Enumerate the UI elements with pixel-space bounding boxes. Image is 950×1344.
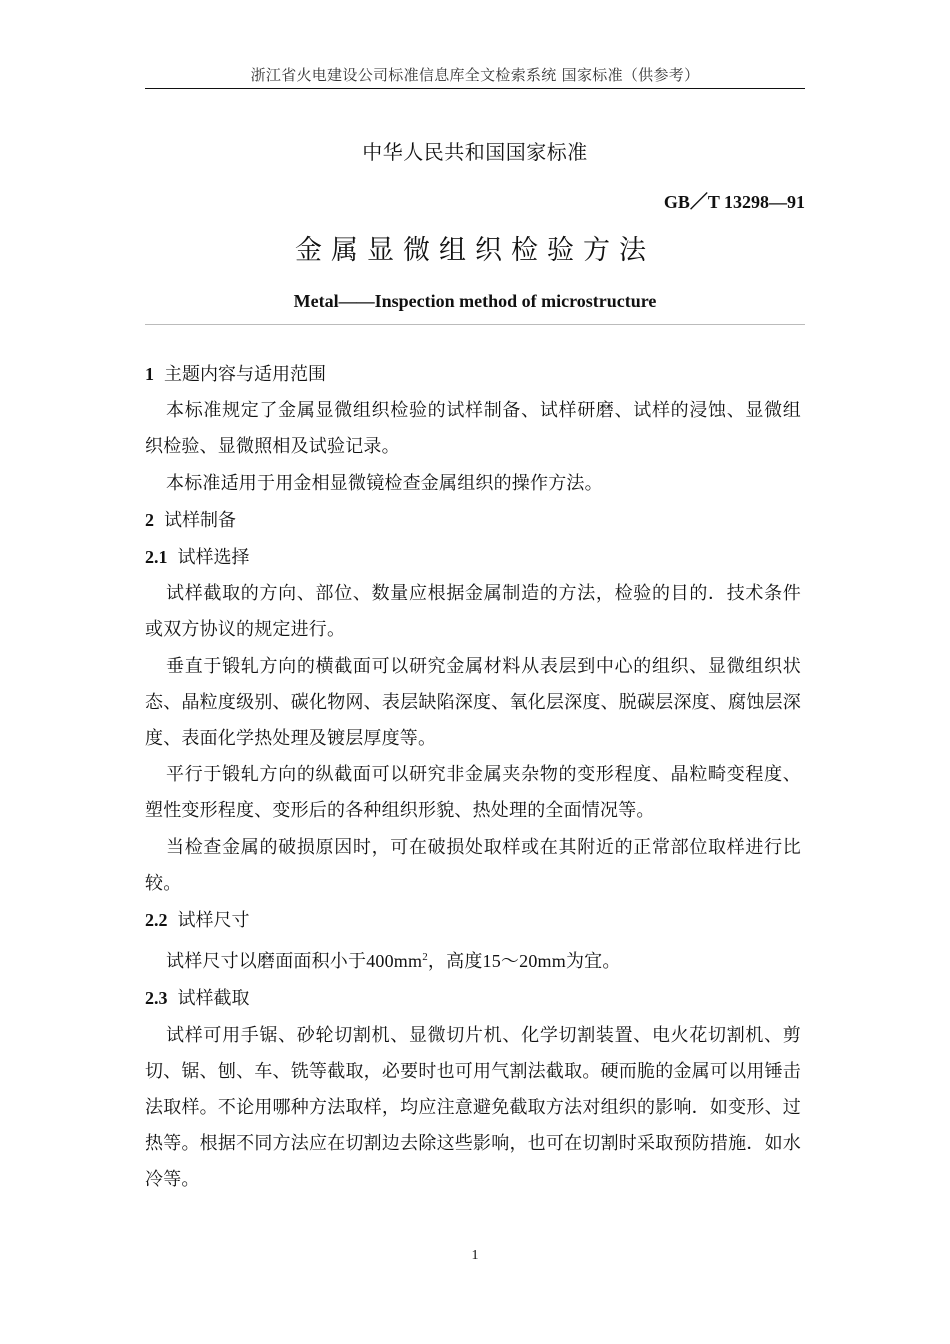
section-number: 2.3: [145, 988, 168, 1009]
running-header: 浙江省火电建设公司标准信息库全文检索系统 国家标准（供参考）: [250, 66, 700, 84]
section-number: 2.2: [145, 910, 168, 931]
national-standard-title: 中华人民共和国国家标准: [362, 140, 588, 164]
paragraph: [145, 939, 801, 980]
document-title-english: Metal——Inspection method of microstructure: [293, 291, 657, 311]
section-heading: [145, 502, 801, 539]
section-number: 2.1: [145, 547, 168, 568]
paragraph: 试样可用手锯、砂轮切割机、显微切片机、化学切割装置、电火花切割机、剪切、锯、刨、车、铣等截取，必要时也可用气割法截取。硬而脆的金属可以用锤击法取样。不论用哪种方法取样，均应注意避免截取方法对组织的影响．如变形、过热等。根据不同方法应在切割边去除这些影响，也可在切割时采取预防措施．如水冷等。: [145, 1024, 801, 1191]
paragraph: 本标准规定了金属显微组织检验的试样制备、试样研磨、试样的浸蚀、显微组织检验、显微照相及试验记录。: [145, 400, 801, 458]
text-segment: 为宜。: [565, 951, 621, 973]
paragraph: 试样截取的方向、部位、数量应根据金属制造的方法，检验的目的．技术条件或双方协议的规定进行。: [145, 583, 801, 641]
page-number: 1: [471, 1248, 479, 1263]
section-heading: [145, 980, 801, 1017]
section-heading: [145, 356, 801, 393]
text-segment: 试样尺寸以磨面面积小于: [166, 951, 367, 973]
section-title: 主题内容与适用范围: [164, 364, 326, 385]
area-value: 400mm: [366, 951, 423, 972]
standard-number: GB／T 13298—91: [663, 192, 805, 212]
paragraph: 垂直于锻轧方向的横截面可以研究金属材料从表层到中心的组织、显微组织状态、晶粒度级别、碳化物网、表层缺陷深度、氧化层深度、脱碳层深度、腐蚀层深度、表面化学热处理及镀层厚度等。: [145, 655, 801, 750]
paragraph: 平行于锻轧方向的纵截面可以研究非金属夹杂物的变形程度、晶粒畸变程度、塑性变形程度、变形后的各种组织形貌、热处理的全面情况等。: [145, 764, 801, 822]
height-range: 15～20mm: [482, 951, 566, 972]
section-title: 试样尺寸: [177, 910, 250, 932]
document-title-chinese: 金属显微组织检验方法: [295, 235, 655, 266]
section-number: 2: [145, 509, 154, 530]
title-divider: [145, 324, 805, 325]
section-title: 试样选择: [177, 547, 250, 569]
document-body: [145, 356, 801, 1199]
section-heading: [145, 902, 801, 939]
area-superscript: 2: [422, 951, 428, 964]
paragraph: 当检查金属的破损原因时，可在破损处取样或在其附近的正常部位取样进行比较。: [145, 836, 801, 894]
section-title: 试样制备: [164, 509, 236, 531]
section-number: 1: [145, 364, 154, 384]
section-title: 试样截取: [177, 988, 250, 1010]
text-segment: ，高度: [427, 951, 483, 973]
section-heading: [145, 539, 801, 576]
paragraph: 本标准适用于用金相显微镜检查金属组织的操作方法。: [166, 472, 603, 494]
header-divider: [145, 88, 805, 89]
